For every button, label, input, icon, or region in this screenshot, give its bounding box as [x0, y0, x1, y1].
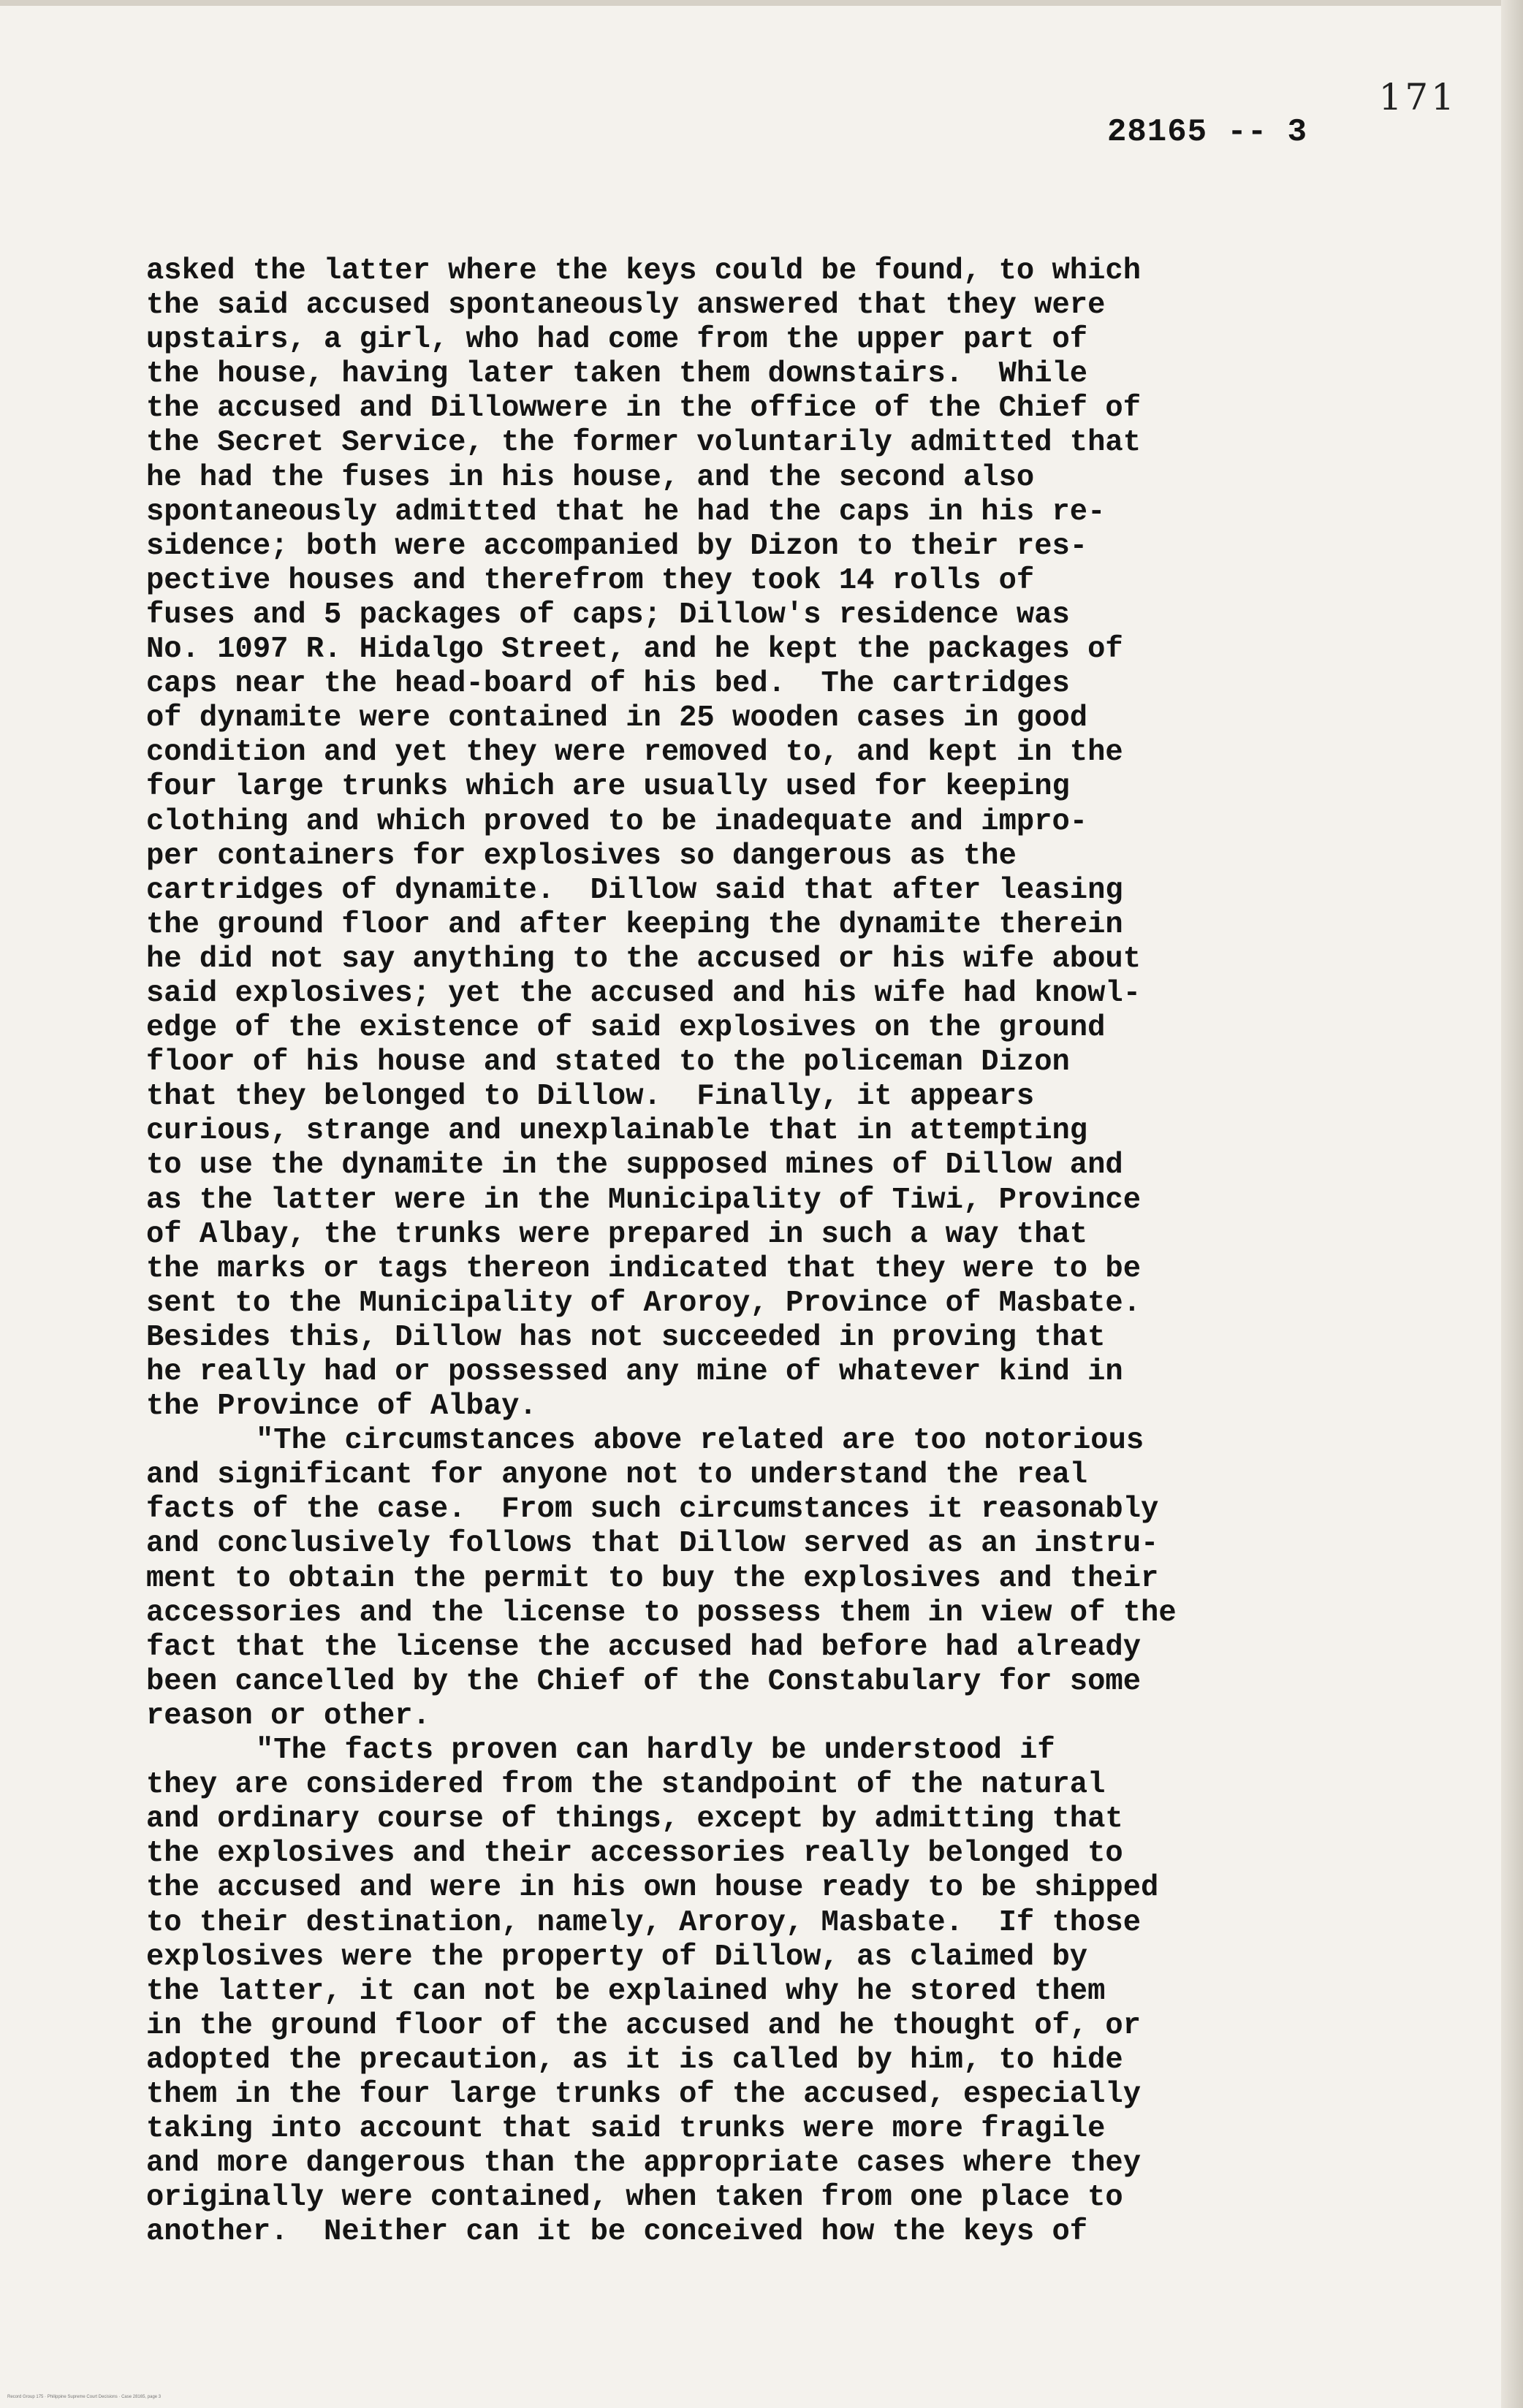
text-line: and more dangerous than the appropriate cases where they: [146, 2146, 1142, 2181]
text-line: taking into account that said trunks were more fragile: [146, 2112, 1106, 2146]
scan-right-edge: [1501, 0, 1523, 2408]
text-line: the Province of Albay.: [146, 1390, 537, 1424]
text-line: accessories and the license to possess them in view of the: [146, 1596, 1177, 1630]
text-line: No. 1097 R. Hidalgo Street, and he kept the packages of: [146, 633, 1123, 667]
text-line: adopted the precaution, as it is called by him, to hide: [146, 2043, 1123, 2077]
text-line: reason or other.: [146, 1699, 430, 1733]
text-line: the explosives and their accessories really belonged to: [146, 1837, 1123, 1871]
text-line: caps near the head-board of his bed. The cartridges: [146, 667, 1070, 701]
text-line: he had the fuses in his house, and the second also: [146, 460, 1035, 495]
text-line: that they belonged to Dillow. Finally, it appears: [146, 1080, 1035, 1114]
scan-top-edge: [0, 0, 1523, 6]
text-line: the house, having later taken them downstairs. While: [146, 357, 1088, 392]
text-line: said explosives; yet the accused and his wife had knowl-: [146, 976, 1142, 1010]
text-line: of Albay, the trunks were prepared in such a way that: [146, 1217, 1088, 1251]
text-line: curious, strange and unexplainable that in attempting: [146, 1114, 1088, 1148]
text-line: ment to obtain the permit to buy the explosives and their: [146, 1561, 1159, 1596]
folio-mark: 171: [1378, 76, 1457, 118]
text-line: sent to the Municipality of Aroroy, Province of Masbate.: [146, 1286, 1142, 1320]
text-line: per containers for explosives so dangerous as the: [146, 839, 1017, 873]
text-line: and significant for anyone not to understand the real: [146, 1458, 1088, 1493]
text-line: "The circumstances above related are too notorious: [256, 1424, 1144, 1458]
text-line: to use the dynamite in the supposed mines of Dillow and: [146, 1148, 1123, 1183]
text-line: the accused and were in his own house ready to be shipped: [146, 1871, 1159, 1905]
text-line: "The facts proven can hardly be understood if: [256, 1734, 1055, 1768]
text-line: spontaneously admitted that he had the caps in his re-: [146, 495, 1106, 529]
text-line: been cancelled by the Chief of the Constabulary for some: [146, 1664, 1142, 1699]
text-line: the accused and Dillowwere in the office of the Chief of: [146, 392, 1142, 426]
paragraph: [146, 1734, 1352, 2249]
text-line: of dynamite were contained in 25 wooden cases in good: [146, 701, 1088, 736]
text-line: and ordinary course of things, except by admitting that: [146, 1802, 1123, 1837]
footer-note: Record Group 175 · Philippine Supreme Court Decisions · Case 28165, page 3: [7, 2395, 162, 2399]
text-line: asked the latter where the keys could be found, to which: [146, 254, 1142, 288]
text-line: four large trunks which are usually used for keeping: [146, 770, 1070, 804]
text-line: and conclusively follows that Dillow served as an instru-: [146, 1527, 1159, 1561]
text-line: sidence; both were accompanied by Dizon to their res-: [146, 529, 1088, 563]
paragraph: [146, 1424, 1352, 1734]
text-line: to their destination, namely, Aroroy, Masbate. If those: [146, 1905, 1142, 1940]
text-line: originally were contained, when taken from one place to: [146, 2181, 1123, 2215]
text-line: explosives were the property of Dillow, as claimed by: [146, 1940, 1088, 1974]
text-line: the latter, it can not be explained why he stored them: [146, 1974, 1106, 2008]
text-line: the said accused spontaneously answered that they were: [146, 289, 1106, 323]
text-line: pective houses and therefrom they took 14 rolls of: [146, 563, 1035, 598]
text-line: the ground floor and after keeping the dynamite therein: [146, 907, 1123, 942]
text-line: edge of the existence of said explosives on the ground: [146, 1011, 1106, 1045]
text-line: cartridges of dynamite. Dillow said that after leasing: [146, 873, 1123, 907]
text-line: another. Neither can it be conceived how the keys of: [146, 2215, 1088, 2249]
text-line: they are considered from the standpoint of the natural: [146, 1768, 1106, 1802]
text-line: clothing and which proved to be inadequate and impro-: [146, 804, 1088, 839]
text-line: floor of his house and stated to the policeman Dizon: [146, 1045, 1070, 1080]
case-reference: 28165 -- 3: [1107, 114, 1308, 150]
text-line: as the latter were in the Municipality of Tiwi, Province: [146, 1183, 1142, 1217]
text-line: he did not say anything to the accused or his wife about: [146, 942, 1142, 976]
paragraph: [146, 254, 1352, 1424]
text-line: the marks or tags thereon indicated that they were to be: [146, 1251, 1142, 1286]
text-line: condition and yet they were removed to, and kept in the: [146, 736, 1123, 770]
text-line: facts of the case. From such circumstances it reasonably: [146, 1493, 1159, 1527]
text-line: he really had or possessed any mine of whatever kind in: [146, 1355, 1123, 1389]
text-line: the Secret Service, the former voluntarily admitted that: [146, 426, 1142, 460]
text-line: Besides this, Dillow has not succeeded in proving that: [146, 1320, 1106, 1354]
text-line: upstairs, a girl, who had come from the upper part of: [146, 323, 1088, 357]
text-line: fact that the license the accused had before had already: [146, 1630, 1142, 1664]
text-line: in the ground floor of the accused and he thought of, or: [146, 2008, 1142, 2043]
body-text: [146, 254, 1352, 2249]
text-line: fuses and 5 packages of caps; Dillow's residence was: [146, 598, 1070, 632]
text-line: them in the four large trunks of the accused, especially: [146, 2077, 1142, 2111]
